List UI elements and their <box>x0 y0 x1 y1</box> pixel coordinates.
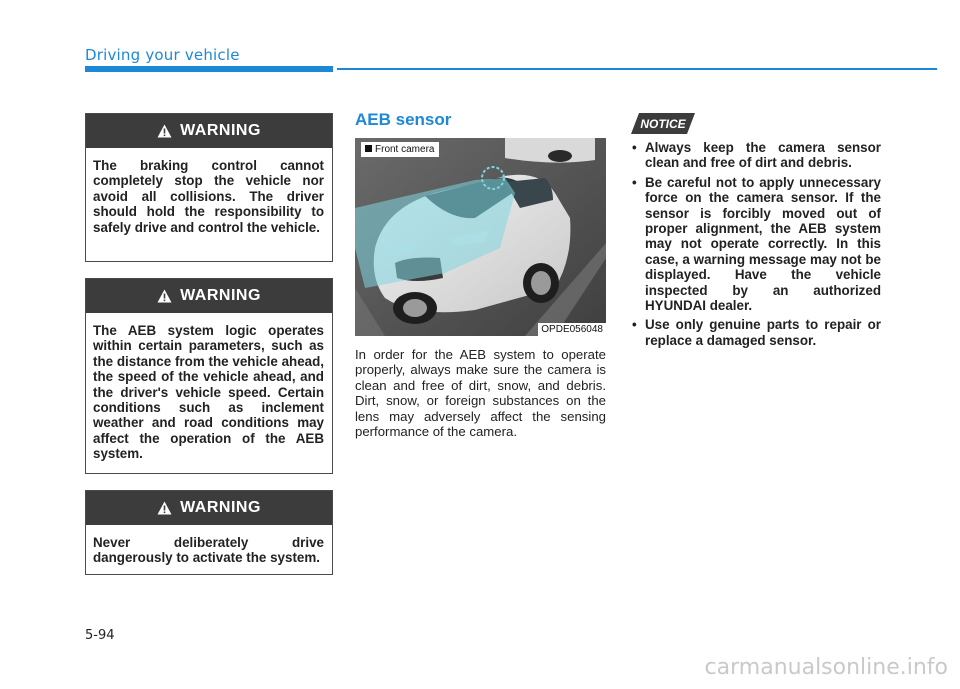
notice-list <box>631 140 881 352</box>
notice-label: NOTICE <box>640 117 686 131</box>
notice-badge <box>631 113 695 134</box>
warning-box-1 <box>85 113 333 262</box>
front-camera-illustration <box>355 138 606 336</box>
warning-box-2 <box>85 278 333 474</box>
header-rule-thick <box>85 66 333 72</box>
notice-item: • Be careful not to apply unnecessary force on the camera sensor. If the sensor is forcibly moved out of proper alignment, the AEB system may not operate correctly. In this case, a warning message may not be displayed. Have the vehicle inspected by an authorized HYUNDAI dealer. <box>631 175 881 314</box>
warning-label: WARNING <box>180 122 261 139</box>
square-bullet-icon <box>365 145 372 152</box>
section-header: Driving your vehicle <box>85 46 240 64</box>
warning-text: Never deliberately drive dangerously to activate the system. <box>93 535 324 566</box>
warning-triangle-icon <box>157 289 172 303</box>
warning-text: The AEB system logic operates within certain parameters, such as the distance from the vehicle ahead, the speed of the vehicle ahead, and the driver's vehicle speed. Certain conditions such as inclement weather and road conditions may affect the operation of the AEB system. <box>93 323 324 462</box>
warning-text: The braking control cannot completely stop the vehicle nor avoid all collisions. The driver should hold the responsibility to safely drive and control the vehicle. <box>93 158 324 235</box>
warning-triangle-icon <box>157 124 172 138</box>
warning-label: WARNING <box>180 499 261 516</box>
warning-label: WARNING <box>180 287 261 304</box>
warning-header <box>86 114 332 148</box>
warning-triangle-icon <box>157 501 172 515</box>
figure-label: Front camera <box>361 142 439 157</box>
figure-code: OPDE056048 <box>538 323 606 336</box>
notice-item: • Use only genuine parts to repair or replace a damaged sensor. <box>631 317 881 348</box>
warning-header <box>86 491 332 525</box>
warning-box-3 <box>85 490 333 575</box>
page-number: 5-94 <box>85 628 115 643</box>
header-rule-thin <box>337 68 937 70</box>
section-body: In order for the AEB system to operate properly, always make sure the camera is clean and free of dirt, snow, and debris. Dirt, snow, or foreign substances on the lens may adversely affect the sensing performance of the camera. <box>355 347 606 440</box>
watermark: carmanualsonline.info <box>704 655 948 680</box>
warning-header <box>86 279 332 313</box>
car-illustration <box>355 138 606 336</box>
section-title: AEB sensor <box>355 110 452 129</box>
notice-item: • Always keep the camera sensor clean and free of dirt and debris. <box>631 140 881 171</box>
